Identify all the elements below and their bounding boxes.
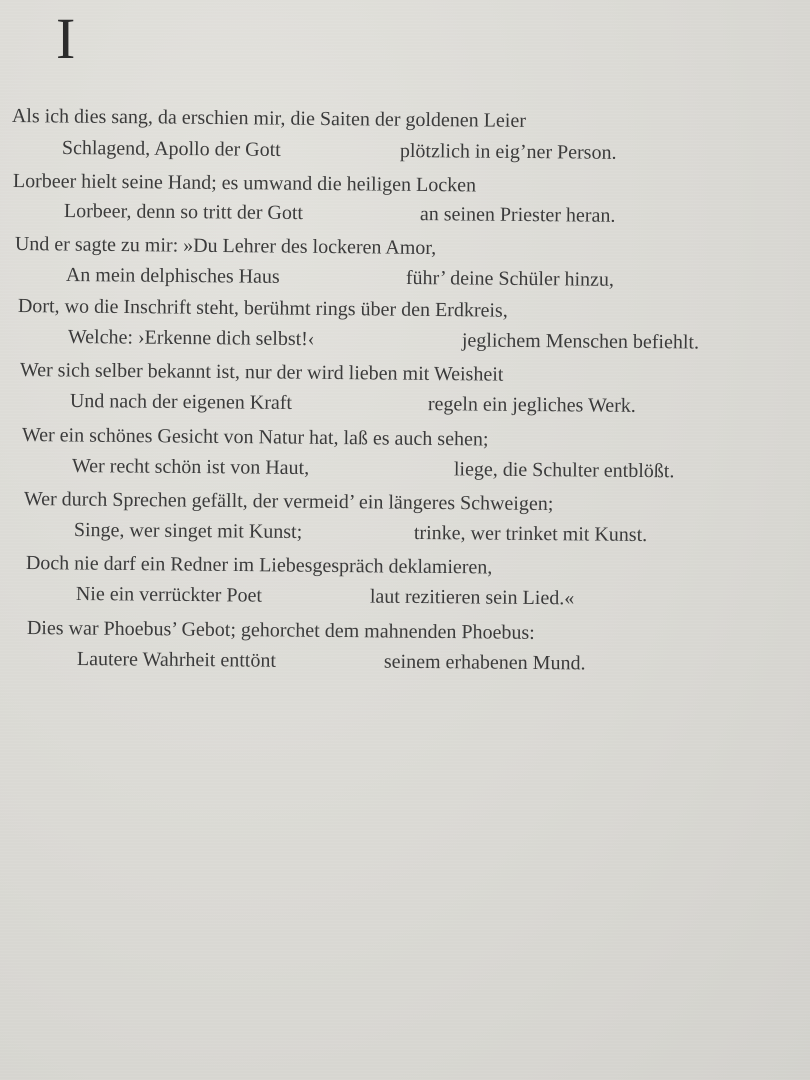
verse-text: Wer ein schönes Gesicht von Natur hat, laß es auch sehen; — [21, 424, 489, 451]
verse-text-first-half: Schlagend, Apollo der Gott — [61, 137, 281, 161]
verse-text: Und er sagte zu mir: »Du Lehrer des lockeren Amor, — [14, 233, 437, 260]
verse-text-second-half: regeln ein jegliches Werk. — [427, 393, 636, 417]
verse-text: Dort, wo die Inschrift steht, berühmt rings über den Erdkreis, — [17, 295, 508, 322]
verse-text-first-half: Singe, wer singet mit Kunst; — [73, 519, 303, 543]
verse-text-second-half: jeglichem Menschen befiehlt. — [461, 329, 700, 354]
verse-text-second-half: plötzlich in eig’ner Person. — [399, 139, 617, 164]
verse-text-first-half: Und nach der eigenen Kraft — [69, 390, 293, 414]
verse-text-first-half: An mein delphisches Haus — [65, 264, 280, 288]
verse-text-second-half: laut rezitieren sein Lied.« — [369, 585, 575, 610]
verse-text-first-half: Lorbeer, denn so tritt der Gott — [63, 200, 304, 225]
verse-text-first-half: Nie ein verrückter Poet — [75, 583, 263, 607]
verse-text: Dies war Phoebus’ Gebot; gehorchet dem mahnenden Phoebus: — [26, 617, 535, 644]
verse-text-second-half: seinem erhabenen Mund. — [383, 650, 586, 675]
verse-text-second-half: führ’ deine Schüler hinzu, — [405, 266, 615, 291]
verse-text: Wer durch Sprechen gefällt, der vermeid’ ein längeres Schweigen; — [23, 488, 554, 516]
verse-text: Lorbeer hielt seine Hand; es umwand die heiligen Locken — [12, 170, 477, 197]
verse-text: Als ich dies sang, da erschien mir, die Saiten der goldenen Leier — [11, 105, 527, 132]
verse-text-first-half: Wer recht schön ist von Haut, — [71, 455, 310, 480]
verse-text: Wer sich selber bekannt ist, nur der wird lieben mit Weisheit — [19, 359, 504, 386]
verse-text-second-half: an seinen Priester heran. — [419, 203, 616, 227]
chapter-number: I — [56, 6, 76, 71]
verse-text-first-half: Lautere Wahrheit enttönt — [76, 648, 277, 672]
verse-text-second-half: liege, die Schulter entblößt. — [453, 458, 675, 483]
verse-text-second-half: trinke, wer trinket mit Kunst. — [413, 521, 648, 547]
verse-text: Doch nie darf ein Redner im Liebesgespräch deklamieren, — [25, 552, 493, 579]
verse-text-first-half: Welche: ›Erkenne dich selbst!‹ — [67, 326, 315, 351]
